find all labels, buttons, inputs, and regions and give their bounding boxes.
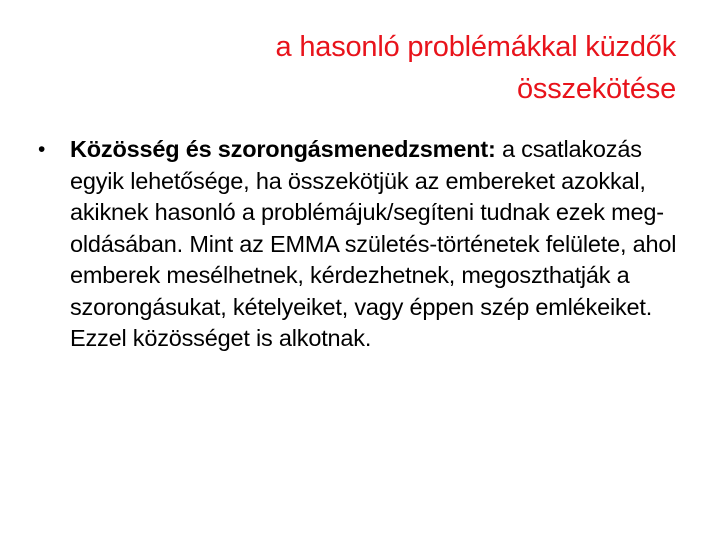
- bullet-text: [70, 134, 688, 355]
- slide-title-line-2: összekötése: [517, 73, 676, 105]
- slide-title: [116, 26, 676, 110]
- slide-content: [38, 134, 688, 355]
- slide-title-line-1: a hasonló problémákkal küzdők: [275, 31, 676, 63]
- bullet-dot-icon: •: [38, 138, 46, 161]
- bullet-item: [38, 134, 688, 355]
- bullet-body: a csatlakozás egyik lehetősége, ha összekötjük az embereket azokkal, akiknek hasonló a problémájuk/segíteni tudnak ezek megoldásában. Mint az EMMA születés-történetek felülete, ahol emberek mesélhetnek, kérdezhetnek, megoszthatják a szorongásukat, kételyeiket, vagy éppen szép emlékeiket. Ezzel közösséget is alkotnak.: [70, 136, 677, 351]
- bullet-lead: Közösség és szorongásmenedzsment:: [70, 136, 496, 162]
